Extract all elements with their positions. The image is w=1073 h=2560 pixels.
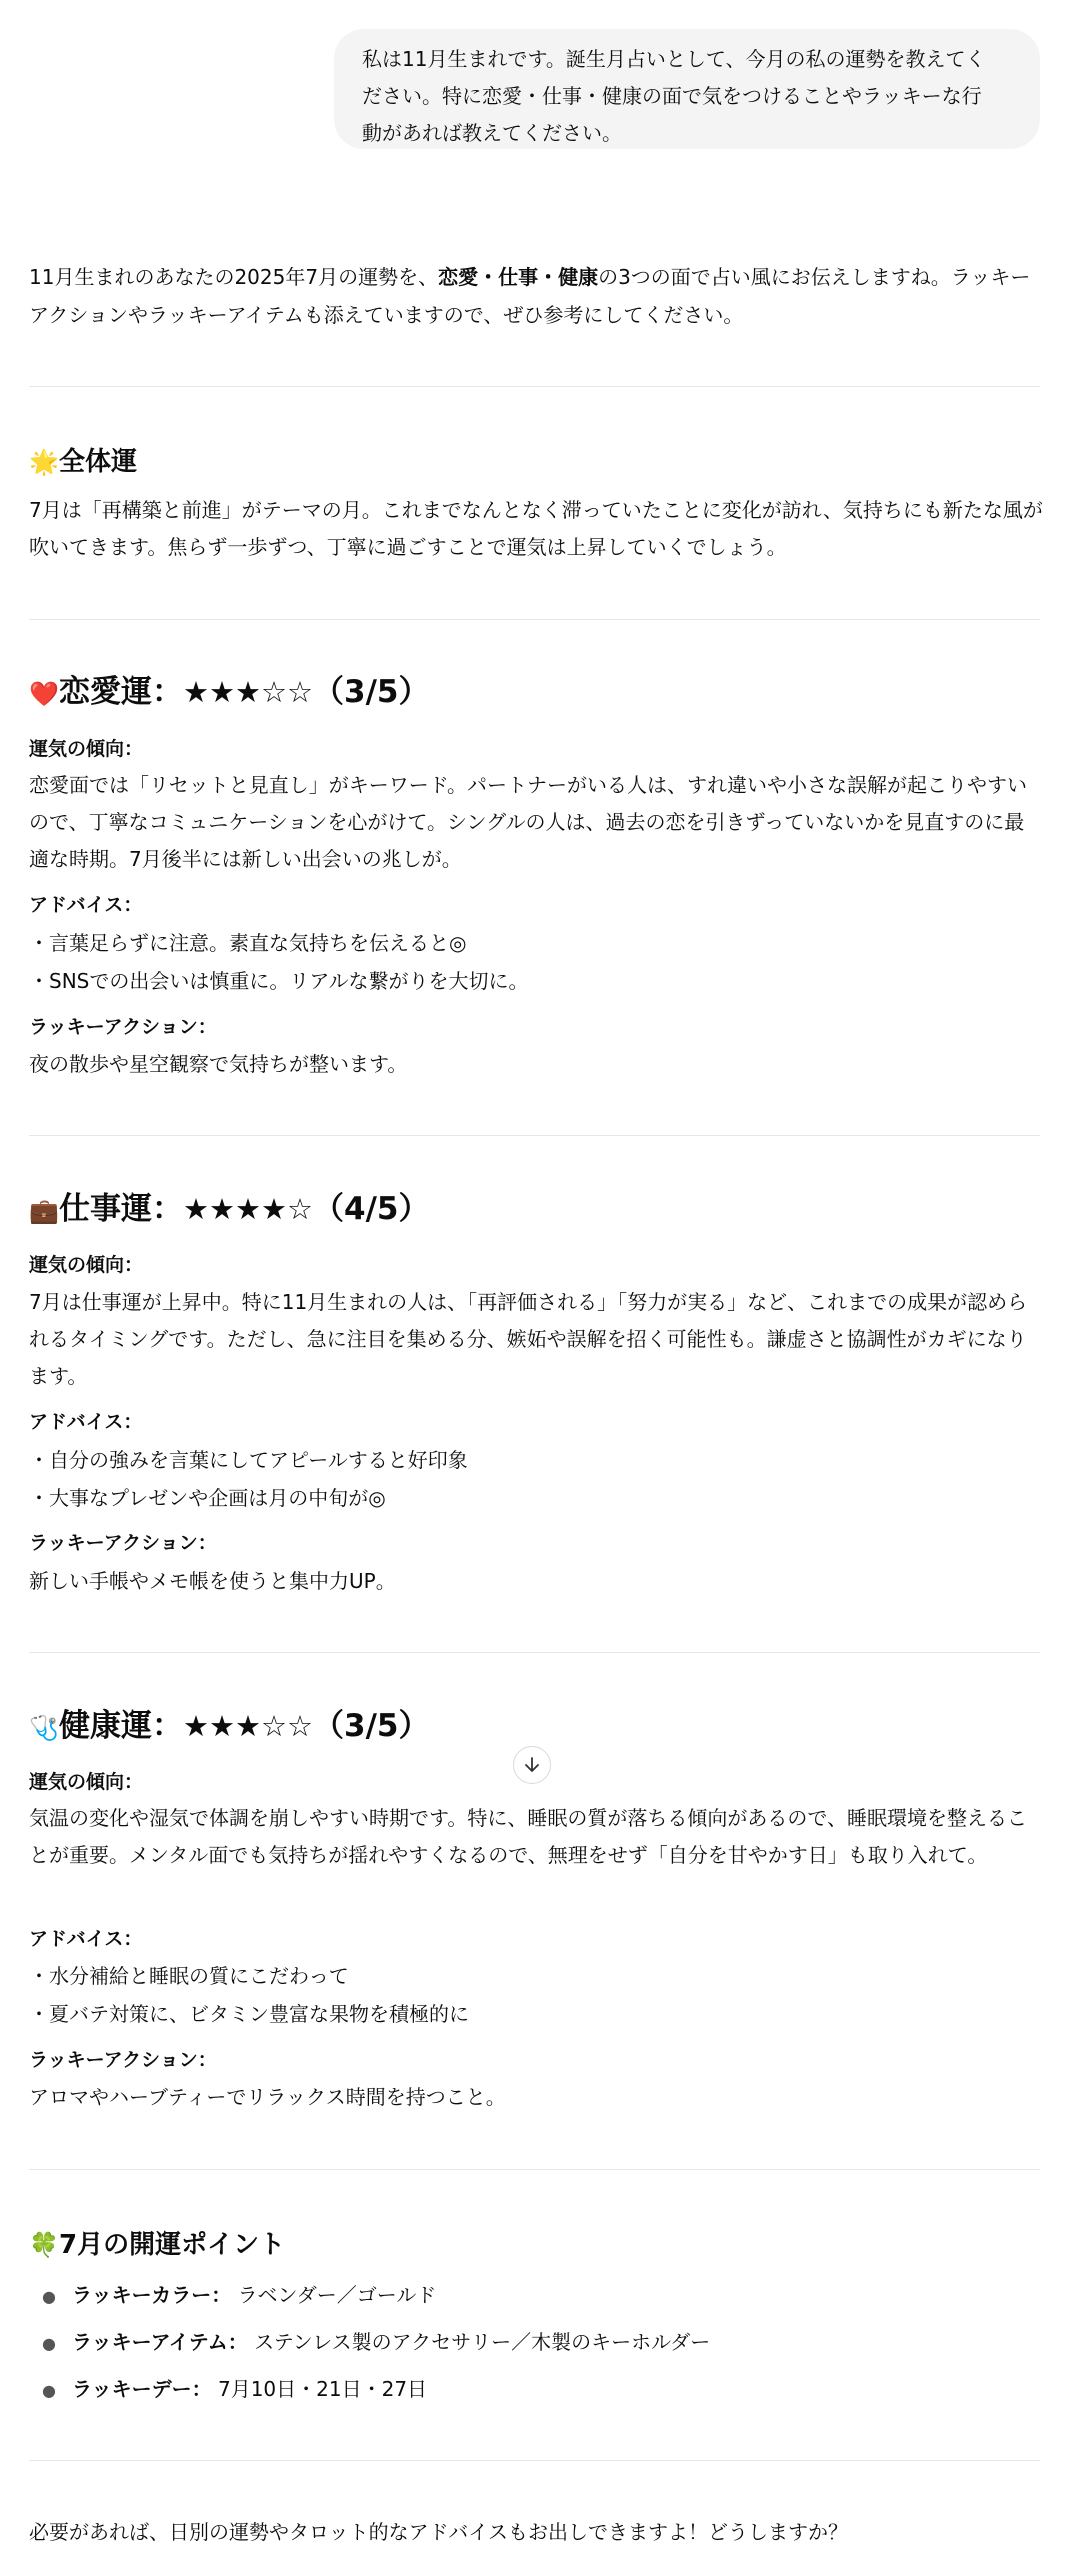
list-item xyxy=(42,2374,427,2406)
advice-label: アドバイス： xyxy=(29,1928,143,1950)
divider xyxy=(29,2169,1040,2170)
section-title: 健康運： xyxy=(59,1708,183,1744)
stethoscope-icon: 🩺 xyxy=(29,1714,59,1742)
item-value: 7月10日・21日・27日 xyxy=(217,2377,428,2401)
item-label: ラッキーデー： xyxy=(72,2377,212,2401)
section-title: 7月の開運ポイント xyxy=(59,2230,286,2260)
item-value: ラベンダー／ゴールド xyxy=(237,2283,437,2307)
advice-item: ・大事なプレゼンや企画は月の中旬が◎ xyxy=(29,1486,386,1510)
heart-icon: ❤️ xyxy=(29,680,59,708)
divider xyxy=(29,619,1040,620)
intro-text: 11月生まれのあなたの2025年7月の運勢を、 xyxy=(29,265,439,289)
tendency-label: 運気の傾向： xyxy=(29,738,144,760)
divider xyxy=(29,1135,1040,1136)
advice-item: ・夏バテ対策に、ビタミン豊富な果物を積極的に xyxy=(29,2002,469,2026)
closing-text: 必要があれば、日別の運勢やタロット的なアドバイスもお出しできますよ！どうしますか？ xyxy=(29,2520,848,2544)
advice-label: アドバイス： xyxy=(29,894,143,916)
divider xyxy=(29,1652,1040,1653)
user-message-bubble xyxy=(334,29,1040,149)
star-rating: ★★★★☆ xyxy=(183,1192,313,1226)
section-heading-points xyxy=(29,2227,285,2263)
rating-score: （3/5） xyxy=(313,1708,430,1744)
rating-score: （3/5） xyxy=(313,674,430,710)
advice-item: ・水分補給と睡眠の質にこだわって xyxy=(29,1964,349,1988)
lucky-action-label: ラッキーアクション： xyxy=(29,1016,217,1038)
overall-text: 7月は「再構築と前進」がテーマの月。これまでなんとなく滞っていたことに変化が訪れ、気持ちにも新たな風が吹いてきます。焦らず一歩ずつ、丁寧に過ごすことで運気は上昇していくでしょう。 xyxy=(29,498,1043,559)
scroll-to-bottom-button[interactable] xyxy=(513,1746,551,1784)
section-heading-overall xyxy=(29,444,137,480)
tendency-text: 恋愛面では「リセットと見直し」がキーワード。パートナーがいる人は、すれ違いや小さな誤解が起こりやすいので、丁寧なコミュニケーションを心がけて。シングルの人は、過去の恋を引きずっていないかを見直すのに最適な時期。7月後半には新しい出会いの兆しが。 xyxy=(29,773,1027,871)
section-heading-love xyxy=(29,674,429,712)
rating-score: （4/5） xyxy=(313,1191,430,1227)
section-heading-health xyxy=(29,1708,429,1746)
lucky-action-label: ラッキーアクション： xyxy=(29,2049,217,2071)
bullet-icon: ● xyxy=(42,2334,56,2353)
assistant-intro xyxy=(29,258,1044,334)
user-message-line: 動があれば教えてください。 xyxy=(362,121,622,145)
divider xyxy=(29,2460,1040,2461)
bullet-icon: ● xyxy=(42,2287,56,2306)
user-message-line: ださい。特に恋愛・仕事・健康の面で気をつけることやラッキーな行 xyxy=(362,84,982,108)
advice-item: ・SNSでの出会いは慎重に。リアルな繋がりを大切に。 xyxy=(29,969,529,993)
advice-item: ・自分の強みを言葉にしてアピールすると好印象 xyxy=(29,1448,468,1472)
item-label: ラッキーアイテム： xyxy=(72,2330,248,2354)
intro-text: の3つの面で占い風にお伝えしますね。ラッキーアクションやラッキーアイテムも添えていますので、ぜひ参考にしてください。 xyxy=(29,265,1031,327)
star-rating: ★★★☆☆ xyxy=(183,675,313,709)
bullet-icon: ● xyxy=(42,2381,56,2400)
star-rating: ★★★☆☆ xyxy=(183,1709,313,1743)
user-message-line: 私は11月生まれです。誕生月占いとして、今月の私の運勢を教えてく xyxy=(362,47,986,71)
section-title: 恋愛運： xyxy=(59,674,183,710)
list-item xyxy=(42,2280,436,2312)
section-title: 仕事運： xyxy=(59,1191,183,1227)
lucky-action-label: ラッキーアクション： xyxy=(29,1532,217,1554)
lucky-action-text: アロマやハーブティーでリラックス時間を持つこと。 xyxy=(29,2085,506,2109)
lucky-action-text: 夜の散歩や星空観察で気持ちが整います。 xyxy=(29,1052,408,1076)
tendency-label: 運気の傾向： xyxy=(29,1771,144,1793)
item-value: ステンレス製のアクセサリー／木製のキーホルダー xyxy=(254,2330,711,2354)
divider xyxy=(29,386,1040,387)
glowing-star-icon: 🌟 xyxy=(29,448,59,476)
tendency-text: 気温の変化や湿気で体調を崩しやすい時期です。特に、睡眠の質が落ちる傾向があるので、睡眠環境を整えることが重要。メンタル面でも気持ちが揺れやすくなるので、無理をせず「自分を甘やかす日」も取り入れて。 xyxy=(29,1806,1027,1867)
advice-item: ・言葉足らずに注意。素直な気持ちを伝えると◎ xyxy=(29,931,467,955)
four-leaf-clover-icon: 🍀 xyxy=(29,2231,59,2259)
briefcase-icon: 💼 xyxy=(29,1197,59,1225)
item-label: ラッキーカラー： xyxy=(72,2283,232,2307)
intro-bold: 恋愛・仕事・健康 xyxy=(438,265,599,289)
tendency-text: 7月は仕事運が上昇中。特に11月生まれの人は、「再評価される」「努力が実る」など、これまでの成果が認められるタイミングです。ただし、急に注目を集める分、嫉妬や誤解を招く可能性も。謙虚さと協調性がカギになります。 xyxy=(29,1290,1028,1388)
lucky-action-text: 新しい手帳やメモ帳を使うと集中力UP。 xyxy=(29,1569,396,1593)
arrow-down-icon xyxy=(522,1755,542,1775)
tendency-label: 運気の傾向： xyxy=(29,1254,144,1276)
section-title: 全体運 xyxy=(59,447,138,477)
section-heading-work xyxy=(29,1191,429,1229)
list-item xyxy=(42,2327,710,2359)
advice-label: アドバイス： xyxy=(29,1411,143,1433)
